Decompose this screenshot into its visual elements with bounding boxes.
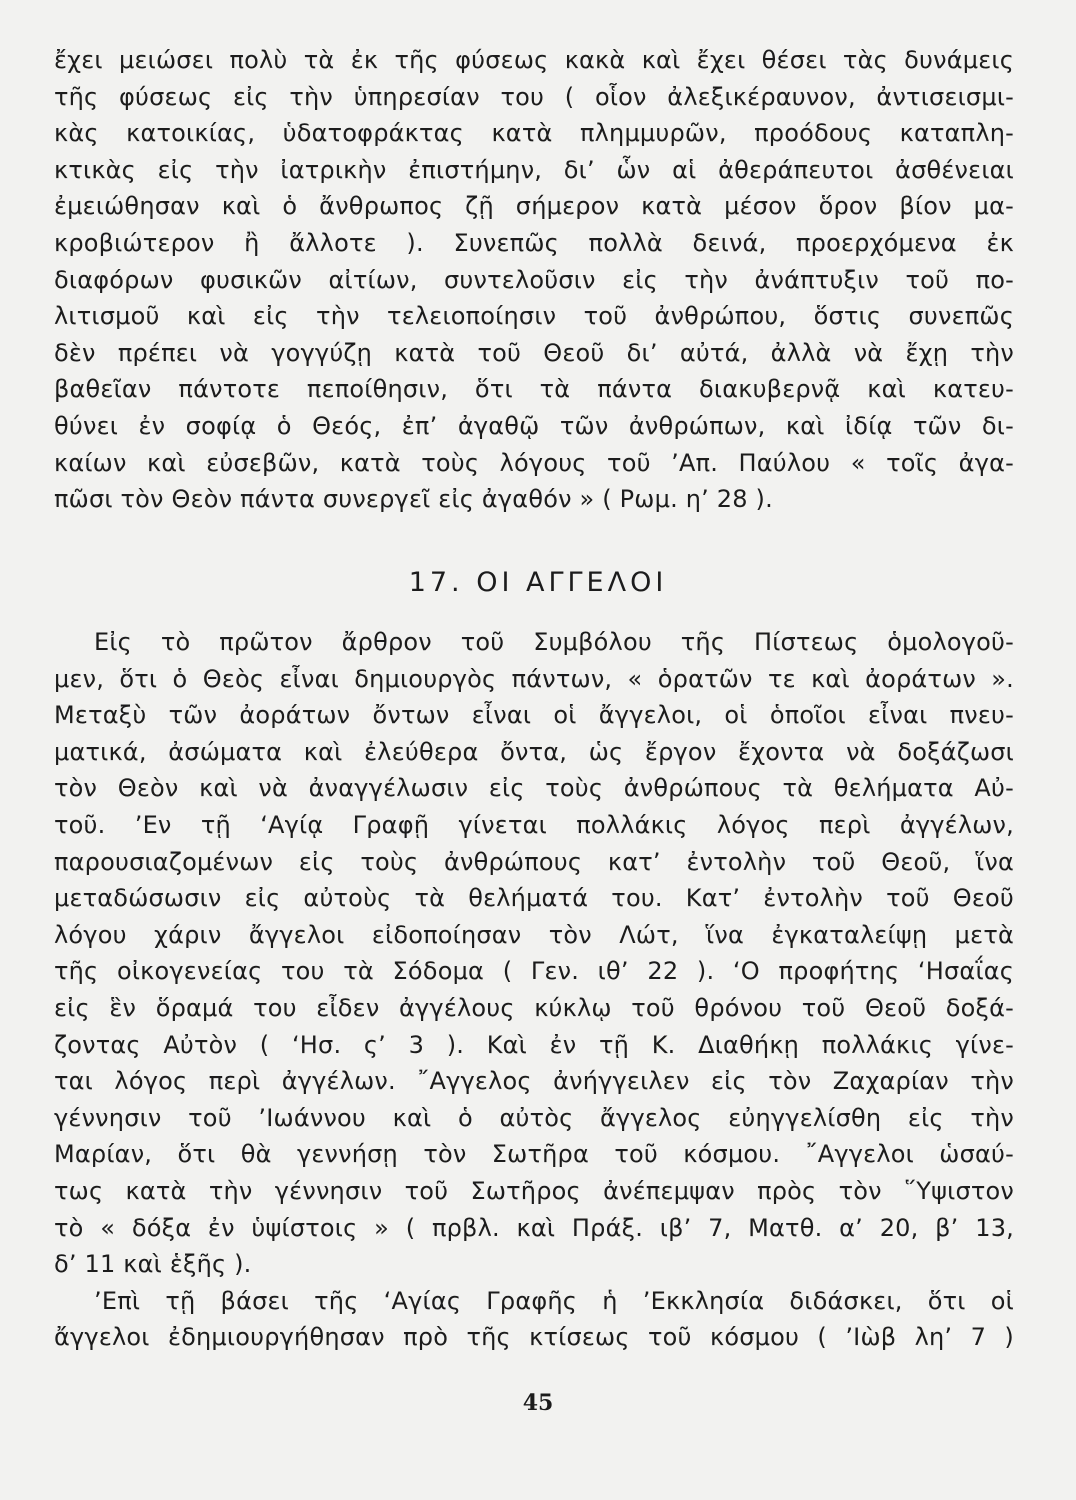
text-line: βαθεῖαν πάντοτε πεποίθησιν, ὅτι τὰ πάντα διακυβερνᾷ καὶ κατευ-	[54, 375, 1014, 404]
text-line: δ’ 11 καὶ ἑξῆς ).	[54, 1250, 252, 1279]
text-line: μεταδώσωσιν εἰς αὐτοὺς τὰ θελήματά του. Κατ’ ἐντολὴν τοῦ Θεοῦ	[54, 884, 1014, 913]
page-number: 45	[522, 1390, 554, 1416]
text-line: καίων καὶ εὐσεβῶν, κατὰ τοὺς λόγους τοῦ ’Απ. Παύλου « τοῖς ἀγα-	[54, 448, 1014, 477]
text-line: κὰς κατοικίας, ὑδατοφράκτας κατὰ πλημμυρῶν, προόδους καταπλη-	[54, 119, 1014, 148]
text-line: ζοντας Αὐτὸν ( ‘Ησ. ς’ 3 ). Καὶ ἐν τῇ Κ. Διαθήκῃ πολλάκις γίνε-	[54, 1030, 1014, 1059]
text-line: κτικὰς εἰς τὴν ἰατρικὴν ἐπιστήμην, δι’ ὧν αἱ ἀθεράπευτοι ἀσθένειαι	[54, 155, 1014, 184]
text-line: τως κατὰ τὴν γέννησιν τοῦ Σωτῆρος ἀνέπεμψαν πρὸς τὸν ῞Υψιστον	[54, 1176, 1014, 1205]
paragraph-natural-evils	[54, 42, 1014, 518]
text-line: τὸν Θεὸν καὶ νὰ ἀναγγέλωσιν εἰς τοὺς ἀνθρώπους τὰ θελήματα Αὐ-	[54, 774, 1014, 803]
text-line: ἔχει μειώσει πολὺ τὰ ἐκ τῆς φύσεως κακὰ καὶ ἔχει θέσει τὰς δυνάμεις	[54, 46, 1014, 74]
paragraph-angels	[54, 624, 1014, 1356]
text-line: ἄγγελοι ἐδημιουργήθησαν πρὸ τῆς κτίσεως τοῦ κόσμου ( ’Ιὼβ λη’ 7 )	[54, 1323, 1014, 1352]
text-line: κροβιώτερον ἢ ἄλλοτε ). Συνεπῶς πολλὰ δεινά, προερχόμενα ἐκ	[54, 228, 1014, 257]
text-line: λιτισμοῦ καὶ εἰς τὴν τελειοποίησιν τοῦ ἀνθρώπου, ὅστις συνεπῶς	[54, 302, 1014, 331]
text-line: τῆς οἰκογενείας του τὰ Σόδομα ( Γεν. ιθ’ 22 ). ‘Ο προφήτης ‘Ησαΐας	[54, 957, 1014, 986]
text-line: λόγου χάριν ἄγγελοι εἰδοποίησαν τὸν Λώτ, ἵνα ἐγκαταλείψῃ μετὰ	[54, 920, 1014, 949]
text-line: τῆς φύσεως εἰς τὴν ὑπηρεσίαν του ( οἷον ἀλεξικέραυνον, ἀντισεισμι-	[54, 82, 1014, 111]
text-line: δὲν πρέπει νὰ γογγύζῃ κατὰ τοῦ Θεοῦ δι’ αὐτά, ἀλλὰ νὰ ἔχῃ τὴν	[54, 338, 1014, 367]
text-line: παρουσιαζομένων εἰς τοὺς ἀνθρώπους κατ’ ἐντολὴν τοῦ Θεοῦ, ἵνα	[54, 847, 1014, 876]
text-line: Μαρίαν, ὅτι θὰ γεννήσῃ τὸν Σωτῆρα τοῦ κόσμου. ῎Αγγελοι ὡσαύ-	[54, 1140, 1014, 1169]
text-line: πῶσι τὸν Θεὸν πάντα συνεργεῖ εἰς ἀγαθόν » ( Ρωμ. η’ 28 ).	[54, 485, 773, 514]
text-line: ἐμειώθησαν καὶ ὁ ἄνθρωπος ζῇ σήμερον κατὰ μέσον ὅρον βίον μα-	[54, 192, 1014, 221]
text-line: Μεταξὺ τῶν ἀοράτων ὄντων εἶναι οἱ ἄγγελοι, οἱ ὁποῖοι εἶναι πνευ-	[54, 701, 1014, 730]
text-line: εἰς ἓν ὅραμά του εἶδεν ἀγγέλους κύκλῳ τοῦ θρόνου τοῦ Θεοῦ δοξά-	[54, 993, 1014, 1022]
text-line: διαφόρων φυσικῶν αἰτίων, συντελοῦσιν εἰς τὴν ἀνάπτυξιν τοῦ πο-	[54, 265, 1014, 294]
text-line: ματικά, ἀσώματα καὶ ἐλεύθερα ὄντα, ὡς ἔργον ἔχοντα νὰ δοξάζωσι	[54, 737, 1014, 766]
text-line: γέννησιν τοῦ ’Ιωάννου καὶ ὁ αὐτὸς ἄγγελος εὐηγγελίσθη εἰς τὴν	[54, 1103, 1014, 1132]
text-line: ται λόγος περὶ ἀγγέλων. ῎Αγγελος ἀνήγγειλεν εἰς τὸν Ζαχαρίαν τὴν	[54, 1067, 1014, 1096]
section-heading: 17. ΟΙ ΑΓΓΕΛΟΙ	[408, 567, 668, 598]
text-line: τὸ « δόξα ἐν ὑψίστοις » ( πρβλ. καὶ Πράξ. ιβ’ 7, Ματθ. α’ 20, β’ 13,	[54, 1213, 1014, 1242]
text-line: μεν, ὅτι ὁ Θεὸς εἶναι δημιουργὸς πάντων, « ὁρατῶν τε καὶ ἀοράτων ».	[54, 664, 1014, 693]
text-line: Εἰς τὸ πρῶτον ἄρθρον τοῦ Συμβόλου τῆς Πίστεως ὁμολογοῦ-	[94, 628, 1014, 656]
text-line: ’Επὶ τῇ βάσει τῆς ‘Αγίας Γραφῆς ἡ ’Εκκλησία διδάσκει, ὅτι οἱ	[94, 1286, 1014, 1315]
text-line: θύνει ἐν σοφίᾳ ὁ Θεός, ἐπ’ ἀγαθῷ τῶν ἀνθρώπων, καὶ ἰδίᾳ τῶν δι-	[54, 411, 1014, 440]
text-line: τοῦ. ’Εν τῇ ‘Αγίᾳ Γραφῇ γίνεται πολλάκις λόγος περὶ ἀγγέλων,	[54, 810, 1014, 839]
